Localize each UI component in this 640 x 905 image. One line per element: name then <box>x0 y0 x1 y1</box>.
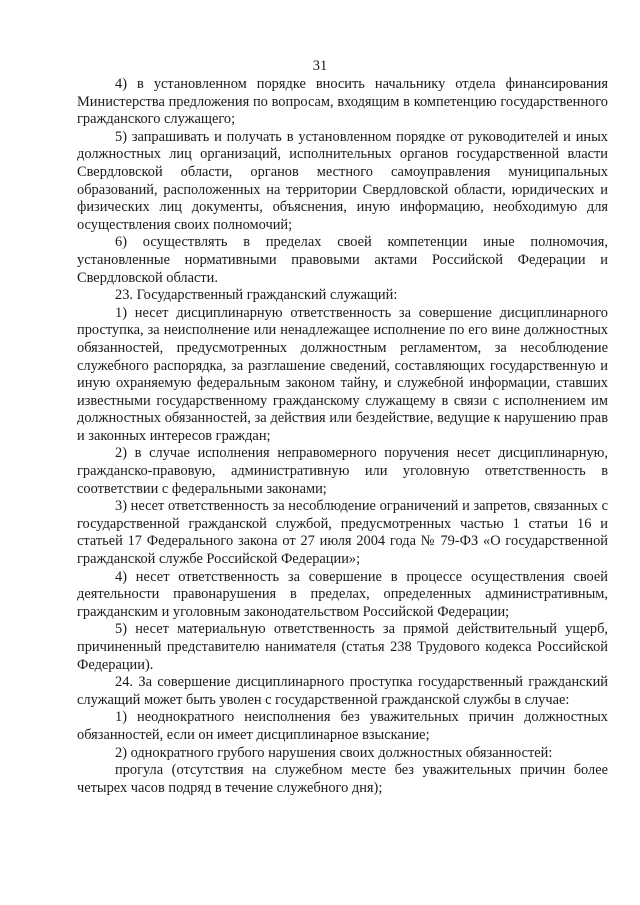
paragraph-24-item-1: 1) неоднократного неисполнения без уважительных причин должностных обязанностей, если он имеет дисциплинарное взыскание; <box>77 709 608 743</box>
paragraph-23-item-4: 4) несет ответственность за совершение в процессе осуществления своей деятельности правонарушения в пределах, определенных административным, гражданским и уголовным законодательством Российской Федерации; <box>77 568 608 620</box>
section-heading-24: 24. За совершение дисциплинарного проступка государственный гражданский служащий может быть уволен с государственной гражданской службы в случае: <box>77 674 608 708</box>
document-body <box>77 76 608 797</box>
paragraph-23-item-5: 5) несет материальную ответственность за прямой действительный ущерб, причиненный представителю нанимателя (статья 238 Трудового кодекса Российской Федерации). <box>77 621 608 673</box>
paragraph-item-4: 4) в установленном порядке вносить начальнику отдела финансирования Министерства предложения по вопросам, входящим в компетенцию государственного гражданского служащего; <box>77 76 608 128</box>
paragraph-item-6: 6) осуществлять в пределах своей компетенции иные полномочия, установленные нормативными правовыми актами Российской Федерации и Свердловской области. <box>77 234 608 286</box>
paragraph-23-item-3: 3) несет ответственность за несоблюдение ограничений и запретов, связанных с государственной гражданской службой, предусмотренных частью 1 статьи 16 и статьей 17 Федерального закона от 27 июля 2004 года № 79-ФЗ «О государственной гражданской службе Российской Федерации»; <box>77 498 608 568</box>
paragraph-24-item-2: 2) однократного грубого нарушения своих должностных обязанностей: <box>115 744 553 761</box>
paragraph-23-item-2: 2) в случае исполнения неправомерного поручения несет дисциплинарную, гражданско-правовую, административную или уголовную ответственность в соответствии с федеральными законами; <box>77 445 608 497</box>
paragraph-item-5: 5) запрашивать и получать в установленном порядке от руководителей и иных должностных лиц организаций, исполнительных органов государственной власти Свердловской области, органов местного самоуправления муниципальных образований, расположенных на территории Свердловской области, юридических и физических лиц документы, объяснения, иную информацию, необходимую для осуществления своих полномочий; <box>77 128 608 233</box>
paragraph-23-item-1: 1) несет дисциплинарную ответственность за совершение дисциплинарного проступка, за неисполнение или ненадлежащее исполнение по его вине должностных обязанностей, предусмотренных должностным регламентом, за несоблюдение служебного распорядка, за разглашение сведений, составляющих государственную и иную охраняемую федеральным законом тайну, и служебной информации, ставших известными государственному гражданскому служащему в связи с исполнением им должностных обязанностей, за действия или бездействие, ведущие к нарушению прав и законных интересов граждан; <box>77 304 608 444</box>
page-number: 31 <box>312 58 328 74</box>
section-heading-23: 23. Государственный гражданский служащий: <box>115 287 398 304</box>
paragraph-24-subitem-absence: прогула (отсутствия на служебном месте без уважительных причин более четырех часов подряд в течение служебного дня); <box>77 762 608 796</box>
